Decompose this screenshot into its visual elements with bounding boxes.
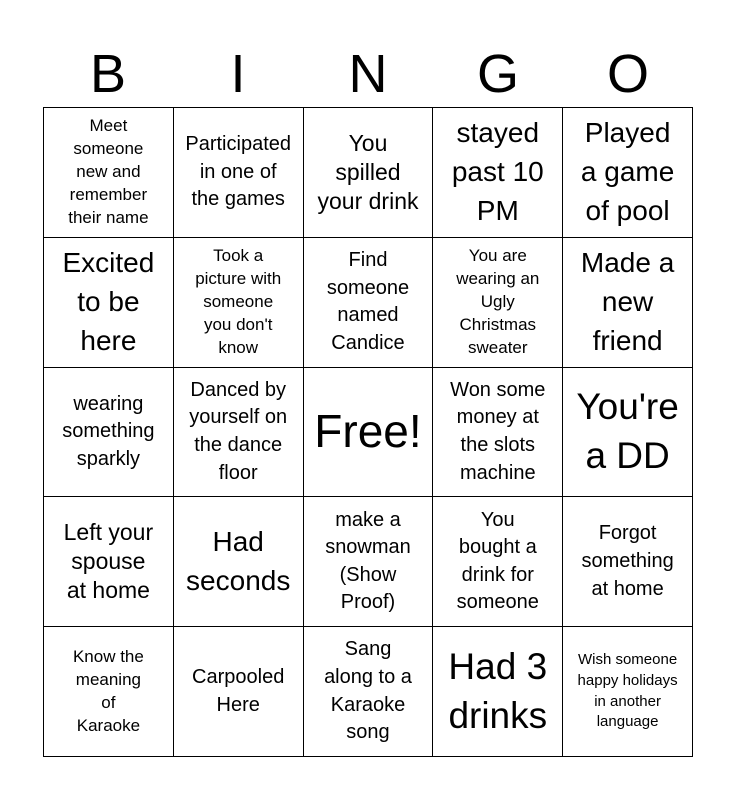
cell-text: You're a DD xyxy=(576,386,679,476)
bingo-cell[interactable] xyxy=(174,238,304,368)
cell-text: wearing something sparkly xyxy=(62,392,155,470)
cell-text: Left your spouse at home xyxy=(63,518,154,604)
cell-text: Sang along to a Karaoke song xyxy=(324,638,412,744)
bingo-cell[interactable] xyxy=(563,238,693,368)
bingo-cell[interactable] xyxy=(304,238,434,368)
bingo-cell[interactable] xyxy=(174,108,304,238)
cell-text: You bought a drink for someone xyxy=(456,508,539,614)
cell-text: Had 3 drinks xyxy=(448,645,548,736)
cell-text: Know the meaning of Karaoke xyxy=(72,646,144,735)
cell-text: Took a picture with someone you don't know xyxy=(195,245,282,357)
bingo-cell[interactable] xyxy=(44,368,174,498)
bingo-cell[interactable] xyxy=(304,108,434,238)
cell-text: Find someone named Candice xyxy=(326,249,410,354)
header-letter-g: G xyxy=(476,44,519,104)
bingo-cell[interactable] xyxy=(433,497,563,627)
bingo-cell[interactable] xyxy=(304,627,434,757)
header-letter-n: N xyxy=(348,44,388,104)
bingo-cell[interactable] xyxy=(174,627,304,757)
cell-text: Forgot something at home xyxy=(581,522,674,600)
bingo-cell[interactable] xyxy=(563,108,693,238)
header-letter-i: I xyxy=(230,44,246,104)
bingo-cell[interactable] xyxy=(433,108,563,238)
bingo-cell[interactable] xyxy=(44,627,174,757)
cell-text: Danced by yourself on the dance floor xyxy=(189,378,288,484)
header-letter-o: O xyxy=(606,44,649,104)
bingo-cell[interactable] xyxy=(304,497,434,627)
cell-text: Made a new friend xyxy=(580,247,675,356)
cell-text: Played a game of pool xyxy=(580,117,675,226)
bingo-cell[interactable] xyxy=(433,627,563,757)
cell-text: Meet someone new and remember their name xyxy=(68,116,149,227)
cell-text: Participated in one of the games xyxy=(185,133,291,211)
cell-text: You are wearing an Ugly Christmas sweater xyxy=(456,245,540,357)
cell-text: Had seconds xyxy=(186,526,291,596)
cell-text: Carpooled Here xyxy=(192,666,285,716)
bingo-cell[interactable] xyxy=(44,108,174,238)
bingo-cell[interactable] xyxy=(563,627,693,757)
bingo-cell[interactable] xyxy=(563,368,693,498)
bingo-board xyxy=(43,107,693,757)
free-space-cell[interactable] xyxy=(304,368,434,498)
cell-text: stayed past 10 PM xyxy=(451,117,544,226)
bingo-cell[interactable] xyxy=(433,238,563,368)
bingo-cell[interactable] xyxy=(174,368,304,498)
cell-text: Excited to be here xyxy=(62,247,155,356)
cell-text: You spilled your drink xyxy=(317,129,419,214)
free-space-text: Free! xyxy=(314,405,422,458)
bingo-cell[interactable] xyxy=(44,497,174,627)
bingo-cell[interactable] xyxy=(563,497,693,627)
bingo-cell[interactable] xyxy=(433,368,563,498)
bingo-header xyxy=(43,40,693,108)
cell-text: Won some money at the slots machine xyxy=(450,378,546,484)
bingo-cell[interactable] xyxy=(174,497,304,627)
header-letter-b: B xyxy=(89,44,127,104)
cell-text: make a snowman (Show Proof) xyxy=(325,508,411,614)
bingo-cell[interactable] xyxy=(44,238,174,368)
cell-text: Wish someone happy holidays in another language xyxy=(577,651,678,731)
